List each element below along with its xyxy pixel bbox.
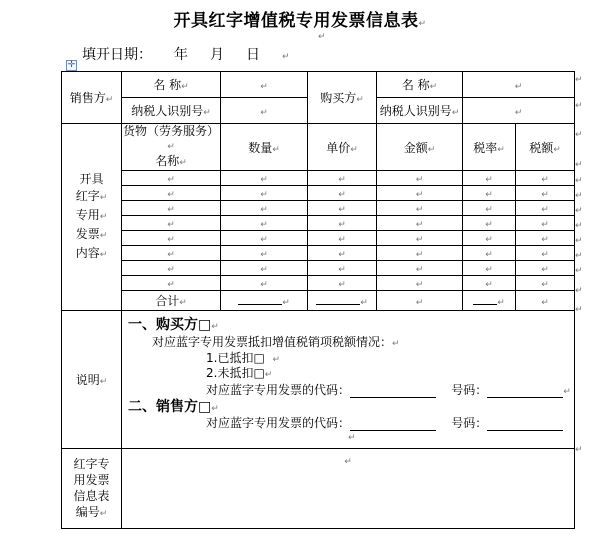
table-move-handle-icon[interactable]: ✛ xyxy=(67,60,76,70)
option-not-deducted: 2.未抵扣□↵ xyxy=(206,366,273,380)
table-row: ↵ ↵ ↵ ↵ ↵ ↵ xyxy=(62,171,575,186)
buyer-tax-id-label: 纳税人识别号↵ xyxy=(377,98,463,124)
seller-section-heading: 二、销售方□↵ xyxy=(128,399,219,415)
deducted-checkbox[interactable]: □ xyxy=(253,351,265,365)
table-row: ↵ ↵ ↵ ↵ ↵ ↵ xyxy=(62,261,575,276)
fill-date-label: 填开日期： xyxy=(82,47,152,63)
deduction-status-line: 对应蓝字专用发票抵扣增值税销项税额情况：↵ xyxy=(152,335,400,349)
total-row xyxy=(62,291,575,311)
buyer-number-field[interactable] xyxy=(487,385,563,398)
date-year: 年 xyxy=(174,47,188,63)
seller-tax-id-label: 纳税人识别号↵ xyxy=(122,98,221,124)
buyer-label: 购买方↵ xyxy=(308,72,377,124)
seller-checkbox[interactable]: □ xyxy=(198,399,212,415)
total-amount[interactable]: ↵ xyxy=(377,291,463,311)
buyer-code-field[interactable] xyxy=(350,385,436,398)
buyer-name-value[interactable]: ↵ xyxy=(463,72,575,98)
table-row: ↵ ↵ ↵ ↵ ↵ ↵ xyxy=(62,201,575,216)
info-number-value[interactable]: ↵ xyxy=(122,449,575,529)
col-tax-rate-header: 税率↵ xyxy=(463,124,516,171)
buyer-blue-invoice-code-line: 对应蓝字专用发票的代码： 号码： ↵ xyxy=(206,383,571,397)
buyer-checkbox[interactable]: □ xyxy=(198,317,212,333)
info-number-label: 红字专 用发票 信息表 编号↵ xyxy=(62,449,122,529)
table-row: ↵ ↵ ↵ ↵ ↵ ↵ xyxy=(62,246,575,261)
total-rate: ↵ xyxy=(463,291,516,311)
date-day: 日 xyxy=(246,47,260,63)
table-row: ↵ ↵ ↵ ↵ ↵ ↵ xyxy=(62,276,575,291)
option-deducted: 1.已抵扣□ ↵ xyxy=(206,351,280,365)
seller-blue-invoice-code-line: 对应蓝字专用发票的代码： 号码： xyxy=(206,414,563,431)
content-section-label: 开具 红字↵ 专用↵ 发票↵ 内容↵ xyxy=(62,124,122,311)
paragraph-mark: ↵ xyxy=(318,32,326,42)
red-invoice-info-table xyxy=(61,71,575,529)
total-tax[interactable]: ↵ xyxy=(516,291,575,311)
seller-tax-id-value[interactable]: ↵ xyxy=(221,98,308,124)
total-quantity: ↵ xyxy=(221,291,308,311)
not-deducted-checkbox[interactable]: □ xyxy=(253,366,265,380)
fill-date-line: 填开日期： 年 月 日 ↵ xyxy=(82,47,290,63)
col-unit-price-header: 单价↵ xyxy=(308,124,377,171)
seller-code-field[interactable] xyxy=(350,418,436,431)
col-quantity-header: 数量↵ xyxy=(221,124,308,171)
buyer-section-heading: 一、购买方□↵ xyxy=(128,317,219,333)
seller-number-field[interactable] xyxy=(487,418,563,431)
notes-label: 说明↵ xyxy=(62,311,122,449)
buyer-tax-id-value[interactable]: ↵ xyxy=(463,98,575,124)
notes-content: 一、购买方□↵ 对应蓝字专用发票抵扣增值税销项税额情况：↵ 1.已抵扣□ ↵ 2.未抵扣□↵ 对应蓝字专用发票的代码： 号码： ↵ 二、销售方□↵ 对应蓝字专用发票的代码： 号码： ↵ xyxy=(122,311,575,449)
col-amount-header: 金额↵ xyxy=(377,124,463,171)
date-month: 月 xyxy=(210,47,224,63)
table-row: ↵ ↵ ↵ ↵ ↵ ↵ xyxy=(62,216,575,231)
form-title: 开具红字增值税专用发票信息表↵ xyxy=(173,11,427,31)
total-price: ↵ xyxy=(308,291,377,311)
table-row: ↵ ↵ ↵ ↵ ↵ ↵ xyxy=(62,231,575,246)
table-row: ↵ ↵ ↵ ↵ ↵ ↵ xyxy=(62,186,575,201)
total-label: 合计↵ xyxy=(122,291,221,311)
seller-name-value[interactable]: ↵ xyxy=(221,72,308,98)
col-goods-name-header: 货物（劳务服务）↵ 名称↵ xyxy=(122,124,221,171)
seller-name-label: 名 称↵ xyxy=(122,72,221,98)
seller-label: 销售方↵ xyxy=(62,72,122,124)
buyer-name-label: 名 称↵ xyxy=(377,72,463,98)
col-tax-amount-header: 税额↵ xyxy=(516,124,575,171)
